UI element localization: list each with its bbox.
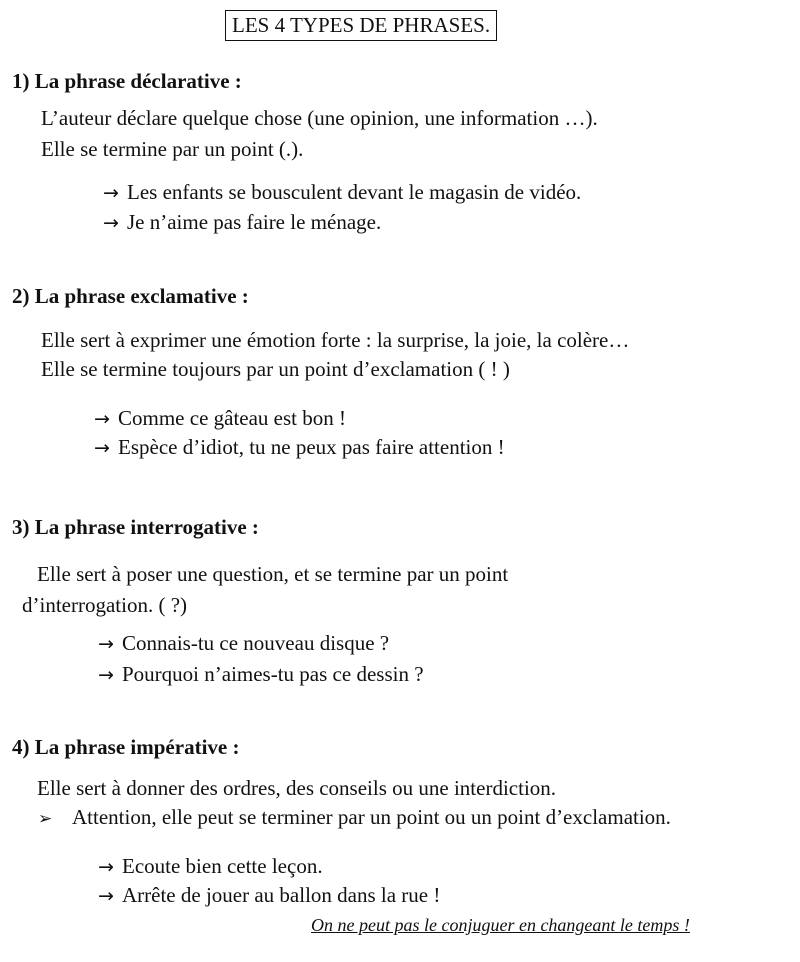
section-heading: 2) La phrase exclamative : (12, 284, 249, 308)
example-line (98, 630, 389, 657)
description-line: Elle se termine par un point (.). (41, 137, 304, 161)
arrow-right-icon: → (98, 633, 114, 655)
arrow-right-icon: → (103, 182, 119, 204)
example-text: Pourquoi n’aimes-tu pas ce dessin ? (122, 662, 424, 686)
example-text: Arrête de jouer au ballon dans la rue ! (122, 883, 441, 907)
example-line (94, 434, 505, 461)
example-line (98, 661, 424, 688)
arrow-right-icon: → (103, 212, 119, 234)
page-title: LES 4 TYPES DE PHRASES. (225, 10, 497, 41)
description-line: Elle sert à poser une question, et se termine par un point (37, 562, 509, 586)
bullet-arrow-icon: ➢ (38, 809, 53, 829)
attention-bullet-line (38, 804, 671, 832)
example-text: Espèce d’idiot, tu ne peux pas faire attention ! (118, 435, 505, 459)
section-heading: 3) La phrase interrogative : (12, 515, 259, 539)
example-text: Comme ce gâteau est bon ! (118, 406, 347, 430)
bullet-text: Attention, elle peut se terminer par un point ou un point d’exclamation. (72, 805, 671, 829)
example-line (94, 405, 346, 432)
example-line (98, 882, 440, 909)
section-heading: 4) La phrase impérative : (12, 735, 240, 759)
example-text: Ecoute bien cette leçon. (122, 854, 323, 878)
example-text: Connais-tu ce nouveau disque ? (122, 631, 390, 655)
arrow-right-icon: → (94, 408, 110, 430)
description-line: Elle sert à donner des ordres, des conseils ou une interdiction. (37, 776, 557, 800)
description-line: d’interrogation. ( ?) (22, 593, 188, 617)
footnote: On ne peut pas le conjuguer en changeant le temps ! (311, 915, 690, 935)
section-heading: 1) La phrase déclarative : (12, 69, 242, 93)
arrow-right-icon: → (98, 885, 114, 907)
example-line (103, 209, 381, 236)
example-line (103, 179, 581, 206)
description-line: L’auteur déclare quelque chose (une opinion, une information …). (41, 106, 598, 130)
example-text: Les enfants se bousculent devant le magasin de vidéo. (127, 180, 582, 204)
example-text: Je n’aime pas faire le ménage. (127, 210, 382, 234)
description-line: Elle sert à exprimer une émotion forte : la surprise, la joie, la colère… (41, 328, 630, 352)
arrow-right-icon: → (98, 856, 114, 878)
arrow-right-icon: → (94, 437, 110, 459)
example-line (98, 853, 323, 880)
arrow-right-icon: → (98, 664, 114, 686)
description-line: Elle se termine toujours par un point d’exclamation ( ! ) (41, 357, 510, 381)
